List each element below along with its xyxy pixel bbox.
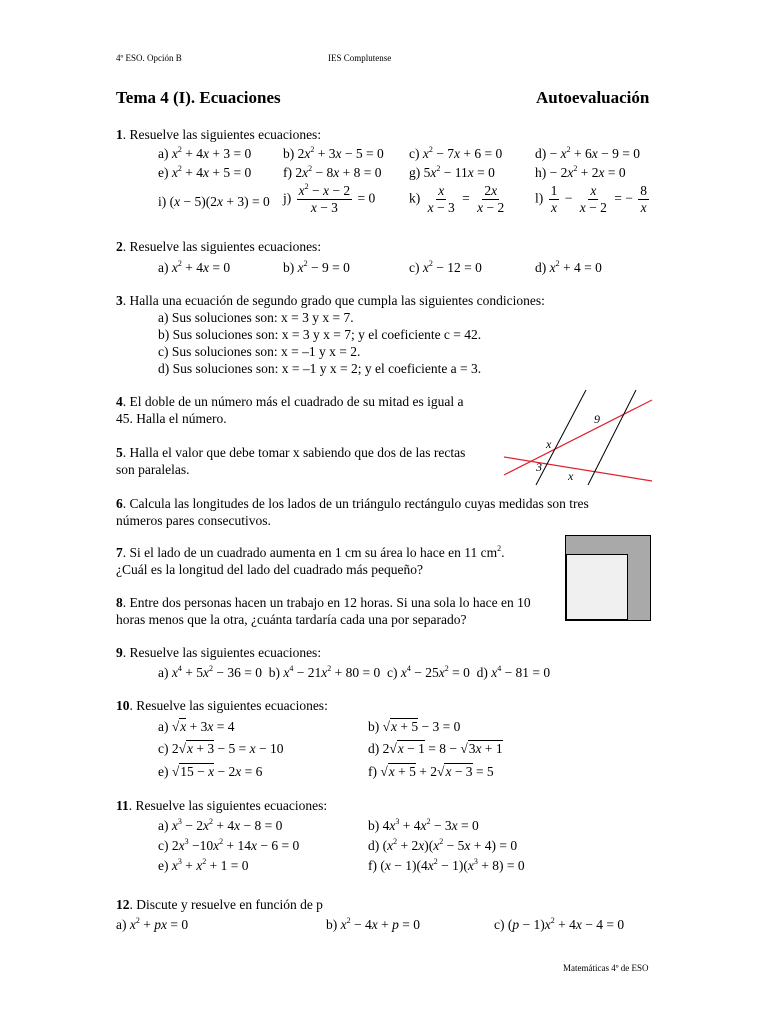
eq-2c: c) $x^2 - 12 = 0$ bbox=[409, 259, 482, 275]
question-6: 6. Calcula las longitudes de los lados de un triángulo rectángulo cuyas medidas son tres bbox=[116, 496, 589, 511]
label-3: 3 bbox=[536, 460, 542, 474]
eq-2b: b) $x^2 - 9 = 0$ bbox=[283, 259, 350, 275]
question-5: 5. Halla el valor que debe tomar x sabiendo que dos de las rectas bbox=[116, 445, 466, 460]
eq-10b: b) √x + 5 − 3 = 0 bbox=[368, 719, 461, 734]
eq-1a: a) $x^2 + 4x + 3 = 0$ bbox=[158, 145, 252, 161]
eq-1i: i) (x − 5)(2x + 3) = 0 bbox=[158, 194, 270, 209]
eq-2d: d) $x^2 + 4 = 0$ bbox=[535, 259, 602, 275]
question-5-line2: son paralelas. bbox=[116, 462, 190, 477]
eq-12c: c) $(p - 1)x^2 + 4x - 4 = 0$ bbox=[494, 916, 625, 932]
eq-1k: k) $\frac{x}{x - 3}$ = $\frac{2x}{x - 2}$ bbox=[409, 183, 505, 215]
question-11: 11. Resuelve las siguientes ecuaciones: bbox=[116, 798, 328, 813]
transversal-line-1 bbox=[504, 400, 652, 475]
eq-1b: b) $2x^2 + 3x - 5 = 0$ bbox=[283, 145, 384, 161]
question-12: 12. Discute y resuelve en función de p bbox=[116, 897, 323, 912]
question-3: 3. Halla una ecuación de segundo grado que cumpla las siguientes condiciones: bbox=[116, 293, 545, 308]
eq-10c: c) 2√x + 3 − 5 = x − 10 bbox=[158, 741, 284, 756]
eq-9-row: a) $x^4 + 5x^2 - 36 = 0$ b) $x^4 - 21x^2 + 80 = 0$ c) $x^4 - 25x^2 = 0$ d) $x^4 - 81 = 0$ bbox=[158, 664, 551, 680]
question-7: 7. Si el lado de un cuadrado aumenta en 1 cm su área lo hace en 11 $cm^2$. bbox=[116, 544, 505, 560]
parallel-line-2 bbox=[588, 390, 636, 485]
footer: Matemáticas 4º de ESO bbox=[563, 963, 649, 973]
eq-12a: a) $x^2$ + px = 0 bbox=[116, 916, 189, 932]
question-10: 10. Resuelve las siguientes ecuaciones: bbox=[116, 698, 328, 713]
header-center: IES Complutense bbox=[328, 53, 392, 63]
question-7-line2: ¿Cuál es la longitud del lado del cuadrado más pequeño? bbox=[116, 562, 424, 577]
question-1: 1. Resuelve las siguientes ecuaciones: bbox=[116, 127, 322, 142]
question-6-line2: números pares consecutivos. bbox=[116, 513, 271, 528]
eq-1l: l) $\frac{1}{x}$ − $\frac{x}{x - 2}$ = − $\frac{8}{x}$ bbox=[535, 183, 647, 215]
eq-11c: c) $2x^3 -10x^2 + 14x - 6 = 0$ bbox=[158, 837, 300, 853]
question-4: 4. El doble de un número más el cuadrado de su mitad es igual a bbox=[116, 394, 464, 409]
page-title: Tema 4 (I). Ecuaciones bbox=[116, 88, 281, 107]
eq-1e: e) $x^2 + 4x + 5 = 0$ bbox=[158, 164, 252, 180]
header-left: 4º ESO. Opción B bbox=[116, 53, 182, 63]
eq-1g: g) $5x^2 - 11x = 0$ bbox=[409, 164, 495, 180]
label-x-upper: x bbox=[546, 437, 552, 451]
question-4-line2: 45. Halla el número. bbox=[116, 411, 227, 426]
label-9: 9 bbox=[594, 412, 600, 426]
q3-item-b: b) Sus soluciones son: x = 3 y x = 7; y el coeficiente c = 42. bbox=[158, 327, 482, 342]
eq-10d: d) 2√x − 1 = 8 − √3x + 1 bbox=[368, 741, 503, 756]
q3-item-d: d) Sus soluciones son: x = –1 y x = 2; y el coeficiente a = 3. bbox=[158, 361, 482, 376]
square-figure-outer bbox=[565, 535, 651, 621]
label-x-lower: x bbox=[568, 469, 574, 483]
eq-11a: a) $x^3 - 2x^2 + 4x - 8 = 0$ bbox=[158, 817, 283, 833]
transversal-line-2 bbox=[504, 457, 652, 481]
question-8-line2: horas menos que la otra, ¿cuánta tardaría cada una por separado? bbox=[116, 612, 467, 627]
eq-1j: j) $\frac{x^2 - x - 2}{x - 3}$ = 0 bbox=[283, 182, 376, 215]
question-2: 2. Resuelve las siguientes ecuaciones: bbox=[116, 239, 322, 254]
eq-1c: c) $x^2 - 7x + 6 = 0$ bbox=[409, 145, 503, 161]
q3-item-c: c) Sus soluciones son: x = –1 y x = 2. bbox=[158, 344, 361, 359]
question-8: 8. Entre dos personas hacen un trabajo en 12 horas. Si una sola lo hace en 10 bbox=[116, 595, 531, 610]
eq-1f: f) $2x^2 - 8x + 8 = 0$ bbox=[283, 164, 382, 180]
eq-11f: f) $(x - 1)(4x^2 - 1)(x^3 + 8) = 0$ bbox=[368, 857, 525, 873]
eq-10a: a) √x + 3x = 4 bbox=[158, 719, 235, 734]
eq-11d: d) $(x^2 + 2x)(x^2 - 5x + 4) = 0$ bbox=[368, 837, 518, 853]
q3-item-a: a) Sus soluciones son: x = 3 y x = 7. bbox=[158, 310, 354, 325]
question-9: 9. Resuelve las siguientes ecuaciones: bbox=[116, 645, 322, 660]
eq-11b: b) $4x^3 + 4x^2 - 3x = 0$ bbox=[368, 817, 479, 833]
square-figure-inner bbox=[566, 554, 628, 620]
eq-1d: $d) - x^2 + 6x - 9 = 0$ bbox=[535, 145, 640, 161]
page-subtitle: Autoevaluación bbox=[536, 88, 650, 107]
eq-2a: a) $x^2 + 4x = 0$ bbox=[158, 259, 231, 275]
eq-1h: $h) - 2x^2 + 2x = 0$ bbox=[535, 164, 626, 180]
eq-12b: b) $x^2 - 4x + p = 0$ bbox=[326, 916, 420, 932]
eq-10f: f) √x + 5 + 2√x − 3 = 5 bbox=[368, 764, 494, 779]
eq-11e: e) $x^3 + x^2 + 1 = 0$ bbox=[158, 857, 249, 873]
eq-10e: e) √15 − x − 2x = 6 bbox=[158, 764, 263, 779]
parallel-lines-figure bbox=[500, 385, 660, 490]
